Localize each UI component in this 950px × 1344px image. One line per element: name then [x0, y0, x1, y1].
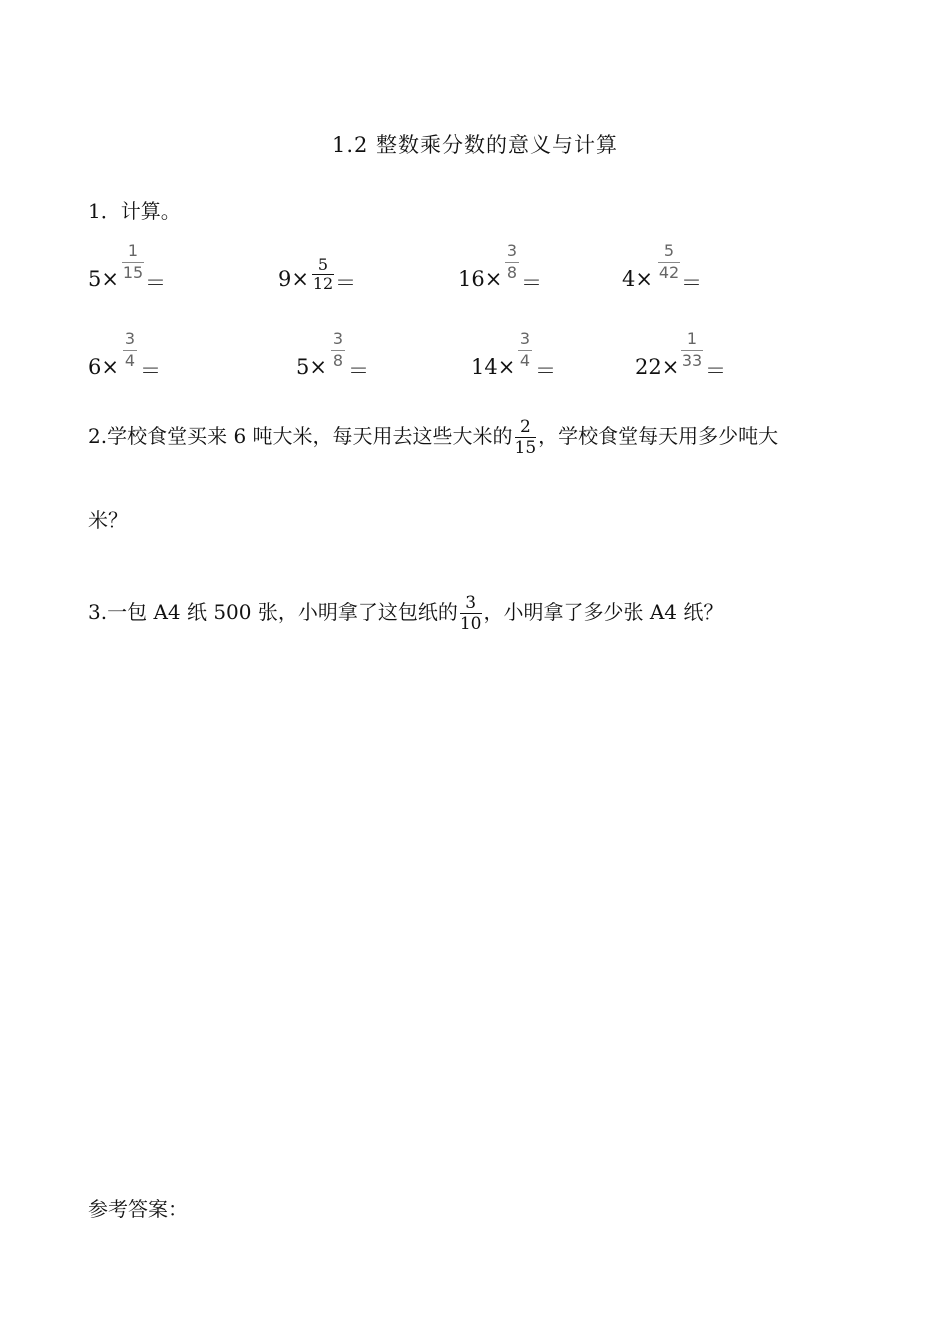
equals-sign: ＝	[681, 271, 702, 295]
question-2-line-2: 米？	[88, 508, 128, 532]
fraction	[330, 328, 346, 371]
equals-sign: ＝	[348, 359, 369, 383]
multiplier: 14×	[471, 355, 516, 379]
fraction	[122, 240, 144, 283]
denominator: 42	[658, 263, 680, 282]
denominator: 12	[312, 274, 334, 293]
equals-sign: ＝	[521, 271, 542, 295]
fraction	[504, 240, 520, 283]
denominator: 8	[332, 351, 344, 370]
numerator: 3	[332, 329, 344, 348]
denominator: 15	[514, 438, 537, 458]
numerator: 3	[519, 329, 531, 348]
question-2-text-before: 2.学校食堂买来 6 吨大米，每天用去这些大米的	[88, 424, 513, 448]
question-2-text-after: ，学校食堂每天用多少吨大	[538, 424, 779, 448]
expression-5	[88, 328, 188, 388]
multiplier: 5×	[296, 355, 327, 379]
denominator: 4	[519, 351, 531, 370]
fraction	[658, 240, 680, 283]
expression-8	[635, 328, 745, 388]
multiplier: 22×	[635, 355, 680, 379]
question-3	[88, 594, 858, 633]
denominator: 4	[124, 351, 136, 370]
expression-3	[458, 240, 568, 300]
fraction	[681, 328, 703, 371]
equals-sign: ＝	[140, 359, 161, 383]
denominator: 33	[681, 351, 703, 370]
question-1-label: 1．计算。	[88, 199, 181, 223]
fraction	[517, 328, 533, 371]
numerator: 2	[519, 417, 531, 437]
question-3-text-after: ，小明拿了多少张 A4 纸？	[483, 600, 724, 624]
numerator: 5	[317, 255, 329, 274]
answers-label: 参考答案：	[88, 1197, 188, 1221]
equals-sign: ＝	[535, 359, 556, 383]
multiplier: 9×	[278, 267, 309, 291]
question-3-fraction	[460, 594, 482, 633]
equals-sign: ＝	[145, 271, 166, 295]
fraction	[312, 256, 334, 293]
multiplier: 16×	[458, 267, 503, 291]
denominator: 10	[459, 614, 482, 634]
multiplier: 6×	[88, 355, 119, 379]
expression-2	[278, 240, 378, 300]
question-2	[88, 418, 858, 457]
numerator: 1	[686, 329, 698, 348]
numerator: 3	[465, 593, 477, 613]
expression-4	[622, 240, 732, 300]
equals-sign: ＝	[705, 359, 726, 383]
multiplier: 4×	[622, 267, 653, 291]
question-2-fraction	[515, 418, 537, 457]
denominator: 8	[506, 263, 518, 282]
numerator: 3	[124, 329, 136, 348]
numerator: 3	[506, 241, 518, 260]
numerator: 5	[663, 241, 675, 260]
denominator: 15	[122, 263, 144, 282]
expression-1	[88, 240, 188, 300]
multiplier: 5×	[88, 267, 119, 291]
equals-sign: ＝	[335, 271, 356, 295]
expression-6	[296, 328, 396, 388]
page-title: 1.2 整数乘分数的意义与计算	[331, 133, 619, 157]
expression-7	[471, 328, 581, 388]
numerator: 1	[127, 241, 139, 260]
question-3-text-before: 3.一包 A4 纸 500 张，小明拿了这包纸的	[88, 600, 458, 624]
fraction	[122, 328, 138, 371]
